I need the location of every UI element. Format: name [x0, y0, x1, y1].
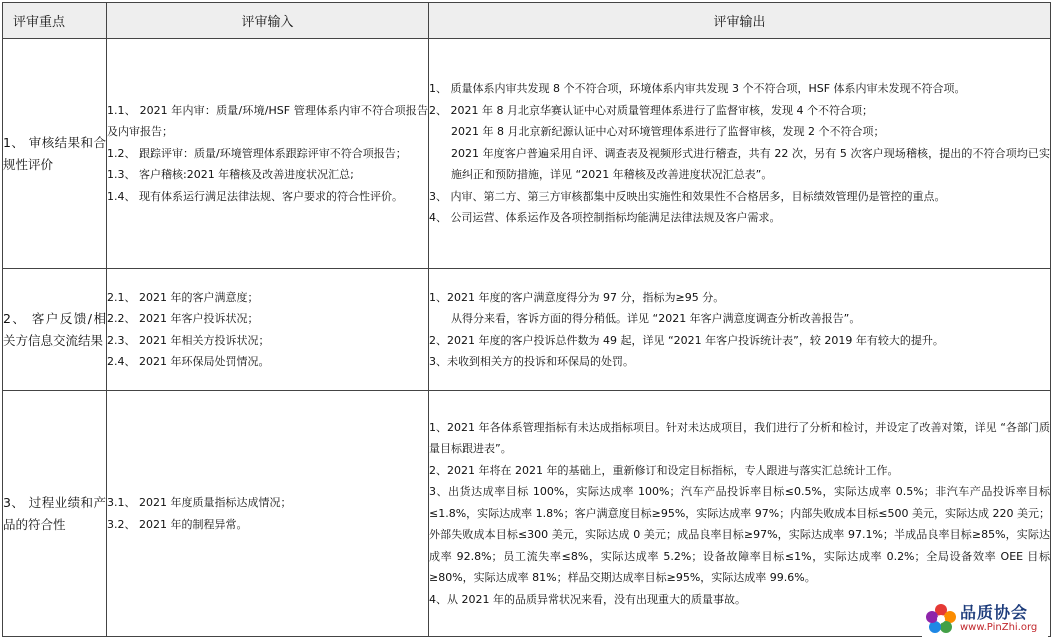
input-item: 2.3、 2021 年相关方投诉状况； [107, 333, 270, 347]
table-row [3, 391, 1051, 637]
output-item: 4、从 2021 年的品质异常状况来看，没有出现重大的质量事故。 [429, 592, 746, 606]
input-item: 1.3、 客户稽核:2021 年稽核及改善进度状况汇总; [107, 168, 354, 182]
watermark-logo [922, 598, 1048, 640]
output-item: 2、 2021 年 8 月北京华赛认证中心对质量管理体系进行了监督审核，发现 4 个不符合项； [429, 103, 873, 117]
input-item: 2.1、 2021 年的客户满意度； [107, 290, 259, 304]
output-item: 1、2021 年各体系管理指标有未达成指标项目。针对未达成项目，我们进行了分析和检讨，并设定了改善对策，详见 “各部门质量目标跟进表”。 [429, 420, 1050, 456]
output-item: 2、2021 年将在 2021 年的基础上，重新修订和设定目标指标，专人跟进与落实汇总统计工作。 [429, 463, 899, 477]
output-cell [429, 269, 1051, 391]
input-cell [107, 39, 429, 269]
header-review-focus: 评审重点 [3, 3, 107, 39]
output-item: 2、2021 年度的客户投诉总件数为 49 起，详见 “2021 年客户投诉统计表”，较 2019 年有较大的提升。 [429, 333, 944, 347]
output-item: 1、 质量体系内审共发现 8 个不符合项，环境体系内审共发现 3 个不符合项，HSF 体系内审未发现不符合项。 [429, 82, 966, 96]
output-item: 2021 年度客户普遍采用自评、调查表及视频形式进行稽查，共有 22 次，另有 5 次客户现场稽核，提出的不符合项均已实施纠正和预防措施，详见 “2021 年稽核及改善进度状况汇总表”。 [451, 146, 1050, 182]
input-item: 2.2、 2021 年客户投诉状况； [107, 312, 259, 325]
management-review-table [2, 2, 1051, 637]
input-item: 1.4、 现有体系运行满足法律法规、客户要求的符合性评价。 [107, 189, 403, 203]
input-cell [107, 269, 429, 391]
input-item: 2.4、 2021 年环保局处罚情况。 [107, 355, 270, 368]
watermark-url: www.PinZhi.org [960, 622, 1038, 633]
table-row [3, 269, 1051, 391]
topic-cell: 1、 审核结果和合规性评价 [3, 39, 107, 269]
output-item: 1、2021 年度的客户满意度得分为 97 分，指标为≥95 分。 [429, 290, 725, 304]
flower-icon [924, 602, 958, 636]
output-item: 2021 年 8 月北京新纪源认证中心对环境管理体系进行了监督审核，发现 2 个不符合项； [451, 125, 885, 139]
input-item: 1.2、 跟踪评审：质量/环境管理体系跟踪评审不符合项报告； [107, 146, 407, 160]
header-review-output: 评审输出 [429, 3, 1051, 39]
input-cell [107, 391, 429, 637]
input-item: 3.1、 2021 年度质量指标达成情况； [107, 496, 292, 509]
table-row [3, 39, 1051, 269]
watermark-name: 品质协会 [960, 603, 1029, 622]
header-row [3, 3, 1051, 39]
output-item: 3、出货达成率目标 100%，实际达成率 100%；汽车产品投诉率目标≤0.5%，实际达成率 0.5%；非汽车产品投诉率目标≤1.8%，实际达成率 1.8%；客户满意度目标≥95%，实际达成率 97%；内部失败成本目标≤500 美元，实际达成 220 美元；外部失败成本目标≤300 美元，实际达成 0 美元；成品良率目标≥97%，实际达成率 97.1%；半成品良率目标≥85%，实际达成率 92.8%；员工流失率≤8%，实际达成率 5.2%；设备故障率目标≤1%，实际达成率 0.2%；全局设备效率 OEE 目标≥80%，实际达成率 81%；样品交期达成率目标≥95%，实际达成率 99.6%。 [429, 485, 1050, 585]
output-cell [429, 39, 1051, 269]
output-item: 3、 内审、第二方、第三方审核都集中反映出实施性和效果性不合格居多，目标绩效管理仍是管控的重点。 [429, 189, 946, 203]
input-item: 3.2、 2021 年的制程异常。 [107, 517, 248, 531]
output-item: 3、未收到相关方的投诉和环保局的处罚。 [429, 355, 634, 368]
input-item: 1.1、 2021 年内审：质量/环境/HSF 管理体系内审不符合项报告及内审报告； [107, 103, 428, 139]
topic-cell: 2、 客户反馈/相关方信息交流结果 [3, 269, 107, 391]
output-item: 从得分来看，客诉方面的得分稍低。详见 “2021 年客户满意度调查分析改善报告”。 [451, 312, 861, 325]
topic-cell: 3、 过程业绩和产品的符合性 [3, 391, 107, 637]
header-review-input: 评审输入 [107, 3, 429, 39]
output-item: 4、 公司运营、体系运作及各项控制指标均能满足法律法规及客户需求。 [429, 211, 781, 225]
